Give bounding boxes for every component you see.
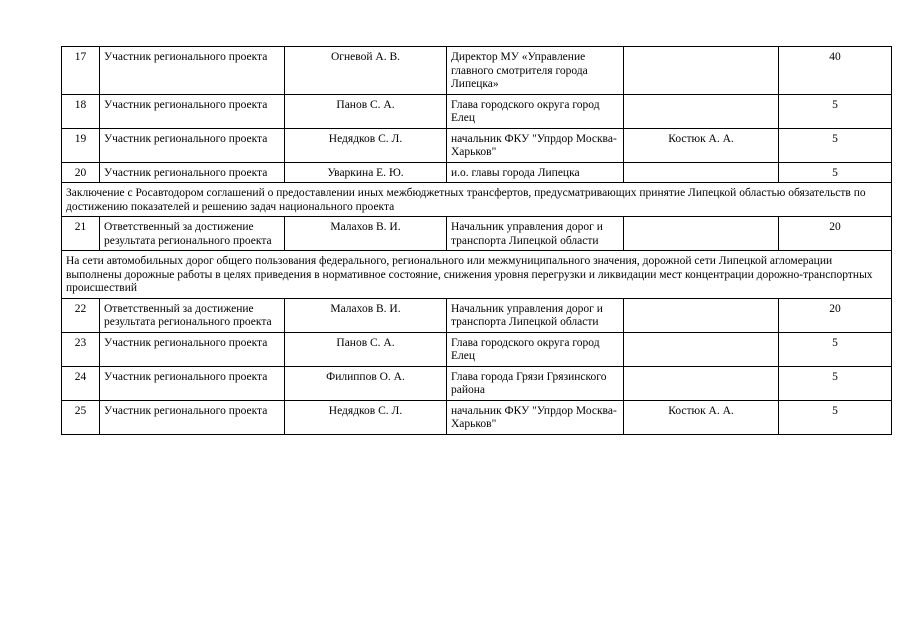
table-row [62,332,892,366]
row-number: 20 [62,162,100,183]
role-cell: Участник регионального проекта [100,162,285,183]
position-cell: Глава городского округа город Елец [447,94,624,128]
role-cell: Участник регионального проекта [100,400,285,434]
value-cell: 20 [779,298,892,332]
value-cell: 5 [779,400,892,434]
table-row [62,128,892,162]
row-number: 25 [62,400,100,434]
extra-person-cell [624,332,779,366]
position-cell: Глава городского округа город Елец [447,332,624,366]
section-title: Заключение с Росавтодором соглашений о предоставлении иных межбюджетных трансфертов, предусматривающих принятие Липецкой областью обязательств по достижению показателей и решению задач национального проекта [62,183,892,217]
value-cell: 5 [779,162,892,183]
position-cell: начальник ФКУ "Упрдор Москва-Харьков" [447,128,624,162]
position-cell: Директор МУ «Управление главного смотрителя города Липецка» [447,47,624,95]
row-number: 18 [62,94,100,128]
row-number: 24 [62,366,100,400]
extra-person-cell [624,162,779,183]
person-cell: Панов С. А. [285,332,447,366]
row-number: 19 [62,128,100,162]
table-row [62,366,892,400]
person-cell: Уваркина Е. Ю. [285,162,447,183]
table-row [62,94,892,128]
section-row [62,251,892,299]
row-number: 23 [62,332,100,366]
person-cell: Недядков С. Л. [285,128,447,162]
value-cell: 20 [779,217,892,251]
row-number: 22 [62,298,100,332]
table-row [62,162,892,183]
person-cell: Недядков С. Л. [285,400,447,434]
position-cell: и.о. главы города Липецка [447,162,624,183]
extra-person-cell [624,217,779,251]
position-cell: начальник ФКУ "Упрдор Москва-Харьков" [447,400,624,434]
extra-person-cell [624,366,779,400]
role-cell: Ответственный за достижение результата регионального проекта [100,298,285,332]
section-title: На сети автомобильных дорог общего пользования федерального, регионального или межмуниципального значения, дорожной сети Липецкой агломерации выполнены дорожные работы в целях приведения в нормативное состояние, снижения уровня перегрузки и ликвидации мест концентрации дорожно-транспортных происшествий [62,251,892,299]
role-cell: Участник регионального проекта [100,366,285,400]
table-row [62,217,892,251]
row-number: 17 [62,47,100,95]
position-cell: Начальник управления дорог и транспорта Липецкой области [447,217,624,251]
row-number: 21 [62,217,100,251]
role-cell: Ответственный за достижение результата регионального проекта [100,217,285,251]
extra-person-cell: Костюк А. А. [624,128,779,162]
role-cell: Участник регионального проекта [100,128,285,162]
table-body [62,47,892,435]
person-cell: Огневой А. В. [285,47,447,95]
participants-table [61,46,892,435]
extra-person-cell [624,94,779,128]
value-cell: 5 [779,366,892,400]
person-cell: Малахов В. И. [285,298,447,332]
position-cell: Глава города Грязи Грязинского района [447,366,624,400]
extra-person-cell [624,47,779,95]
person-cell: Малахов В. И. [285,217,447,251]
extra-person-cell [624,298,779,332]
value-cell: 5 [779,128,892,162]
role-cell: Участник регионального проекта [100,94,285,128]
position-cell: Начальник управления дорог и транспорта Липецкой области [447,298,624,332]
value-cell: 5 [779,94,892,128]
person-cell: Панов С. А. [285,94,447,128]
value-cell: 5 [779,332,892,366]
table-row [62,298,892,332]
table-row [62,47,892,95]
table-row [62,400,892,434]
extra-person-cell: Костюк А. А. [624,400,779,434]
role-cell: Участник регионального проекта [100,332,285,366]
value-cell: 40 [779,47,892,95]
role-cell: Участник регионального проекта [100,47,285,95]
section-row [62,183,892,217]
person-cell: Филиппов О. А. [285,366,447,400]
